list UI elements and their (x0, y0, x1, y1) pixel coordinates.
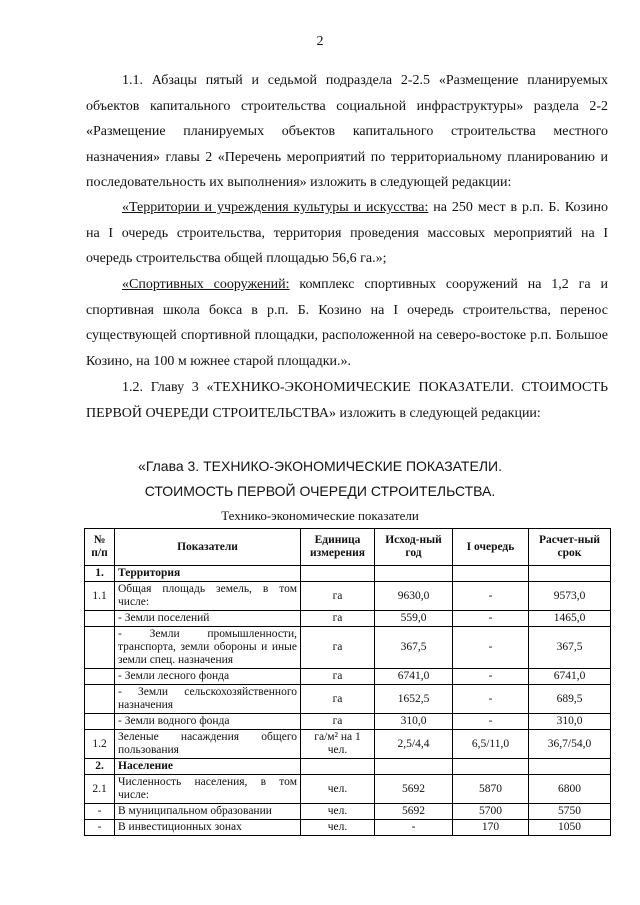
row-base-year: 367,5 (375, 627, 453, 669)
table-section-row (85, 566, 611, 582)
row-base-year: - (375, 820, 453, 836)
row-indicator: - Земли лесного фонда (115, 669, 301, 685)
row-unit: га (301, 685, 375, 714)
row-base-year: 559,0 (375, 611, 453, 627)
header-unit: Единица измерения (301, 529, 375, 566)
paragraph-1-1: 1.1. Абзацы пятый и седьмой подраздела 2-2.5 «Размещение планируемых объектов капитального строительства социальной инфраструктуры» раздела 2-2 «Размещение планируемых объектов капитального строительства местного назначения» главы 2 «Перечень мероприятий по территориальному планированию и последовательность их выполнения» изложить в следующей редакции: (86, 73, 608, 190)
row-first-stage: - (453, 685, 529, 714)
row-indicator: Население (115, 759, 301, 775)
row-calc-period: 689,5 (529, 685, 611, 714)
row-calc-period: 1050 (529, 820, 611, 836)
row-first-stage: 6,5/11,0 (453, 730, 529, 759)
table-row (85, 627, 611, 669)
header-base-year: Исход-ный год (375, 529, 453, 566)
row-unit: га (301, 582, 375, 611)
row-first-stage: - (453, 627, 529, 669)
row-number: - (85, 804, 115, 820)
row-number (85, 685, 115, 714)
row-first-stage: 5700 (453, 804, 529, 820)
culture-heading: «Территории и учреждения культуры и искусства: (122, 200, 429, 215)
table-row (85, 669, 611, 685)
row-indicator: Территория (115, 566, 301, 582)
row-calc-period (529, 566, 611, 582)
header-num: № п/п (85, 529, 115, 566)
sport-text: комплекс спортивных сооружений на 1,2 га и спортивная школа бокса в р.п. Б. Козино на I очередь строительства, перенос существующей спортивной площадки, расположенной на северо-востоке р.п. Большое Козино, на 100 м южнее старой площадки.». (86, 277, 608, 369)
sport-heading: «Спортивных сооружений: (122, 277, 290, 292)
row-number (85, 627, 115, 669)
row-base-year (375, 566, 453, 582)
row-indicator: - Земли сельскохозяйственного назначения (115, 685, 301, 714)
row-first-stage: - (453, 611, 529, 627)
row-number (85, 714, 115, 730)
row-indicator: Общая площадь земель, в том числе: (115, 582, 301, 611)
row-first-stage: 5870 (453, 775, 529, 804)
table-row (85, 714, 611, 730)
row-indicator: - Земли водного фонда (115, 714, 301, 730)
row-first-stage: 170 (453, 820, 529, 836)
row-unit: чел. (301, 804, 375, 820)
table-row (85, 775, 611, 804)
row-number: 2. (85, 759, 115, 775)
row-calc-period (529, 759, 611, 775)
row-indicator: В муниципальном образовании (115, 804, 301, 820)
row-base-year: 2,5/4,4 (375, 730, 453, 759)
paragraph-culture (86, 195, 608, 272)
row-unit (301, 566, 375, 582)
row-unit: га (301, 627, 375, 669)
table-row (85, 820, 611, 836)
row-first-stage: - (453, 582, 529, 611)
chapter-title-line2: СТОИМОСТЬ ПЕРВОЙ ОЧЕРЕДИ СТРОИТЕЛЬСТВА. (144, 483, 496, 499)
row-number (85, 669, 115, 685)
row-calc-period: 6741,0 (529, 669, 611, 685)
row-calc-period: 367,5 (529, 627, 611, 669)
row-base-year: 9630,0 (375, 582, 453, 611)
table-section-row (85, 759, 611, 775)
row-calc-period: 5750 (529, 804, 611, 820)
row-calc-period: 6800 (529, 775, 611, 804)
table-row (85, 685, 611, 714)
row-unit (301, 759, 375, 775)
table-row (85, 804, 611, 820)
row-calc-period: 36,7/54,0 (529, 730, 611, 759)
table-caption: Технико-экономические показатели (221, 508, 419, 523)
row-indicator: Зеленые насаждения общего пользования (115, 730, 301, 759)
table-row (85, 611, 611, 627)
paragraph-1-2: 1.2. Главу 3 «ТЕХНИКО-ЭКОНОМИЧЕСКИЕ ПОКАЗАТЕЛИ. СТОИМОСТЬ ПЕРВОЙ ОЧЕРЕДИ СТРОИТЕЛЬСТВА» изложить в следующей редакции: (86, 380, 608, 421)
row-first-stage (453, 566, 529, 582)
header-first-stage: I очередь (453, 529, 529, 566)
row-calc-period: 310,0 (529, 714, 611, 730)
row-unit: га (301, 611, 375, 627)
row-indicator: Численность населения, в том числе: (115, 775, 301, 804)
row-indicator: В инвестиционных зонах (115, 820, 301, 836)
paragraph-sport (86, 272, 608, 374)
row-first-stage: - (453, 714, 529, 730)
row-base-year: 1652,5 (375, 685, 453, 714)
row-unit: чел. (301, 820, 375, 836)
row-first-stage: - (453, 669, 529, 685)
row-number (85, 611, 115, 627)
table-row (85, 730, 611, 759)
header-calc-period: Расчет-ный срок (529, 529, 611, 566)
row-indicator: - Земли поселений (115, 611, 301, 627)
header-indicator: Показатели (115, 529, 301, 566)
indicators-table (84, 528, 611, 836)
row-number: 1.1 (85, 582, 115, 611)
table-row (85, 582, 611, 611)
row-unit: га (301, 714, 375, 730)
culture-text: на 250 мест в р.п. Б. Козино на I очередь строительства, территория проведения массовых мероприятий на I очередь строительства общей площадью 56,6 га.»; (86, 200, 608, 266)
page-number: 2 (316, 34, 324, 49)
row-number: - (85, 820, 115, 836)
row-base-year: 5692 (375, 775, 453, 804)
row-unit: га (301, 669, 375, 685)
row-unit: чел. (301, 775, 375, 804)
row-base-year: 6741,0 (375, 669, 453, 685)
table-header-row (85, 529, 611, 566)
row-calc-period: 9573,0 (529, 582, 611, 611)
row-number: 1. (85, 566, 115, 582)
row-base-year (375, 759, 453, 775)
row-base-year: 310,0 (375, 714, 453, 730)
row-first-stage (453, 759, 529, 775)
row-number: 1.2 (85, 730, 115, 759)
row-number: 2.1 (85, 775, 115, 804)
chapter-title-line1: «Глава 3. ТЕХНИКО-ЭКОНОМИЧЕСКИЕ ПОКАЗАТЕЛИ. (138, 458, 502, 474)
row-calc-period: 1465,0 (529, 611, 611, 627)
row-indicator: - Земли промышленности, транспорта, земли обороны и иные земли спец. назначения (115, 627, 301, 669)
row-unit: га/м² на 1 чел. (301, 730, 375, 759)
row-base-year: 5692 (375, 804, 453, 820)
